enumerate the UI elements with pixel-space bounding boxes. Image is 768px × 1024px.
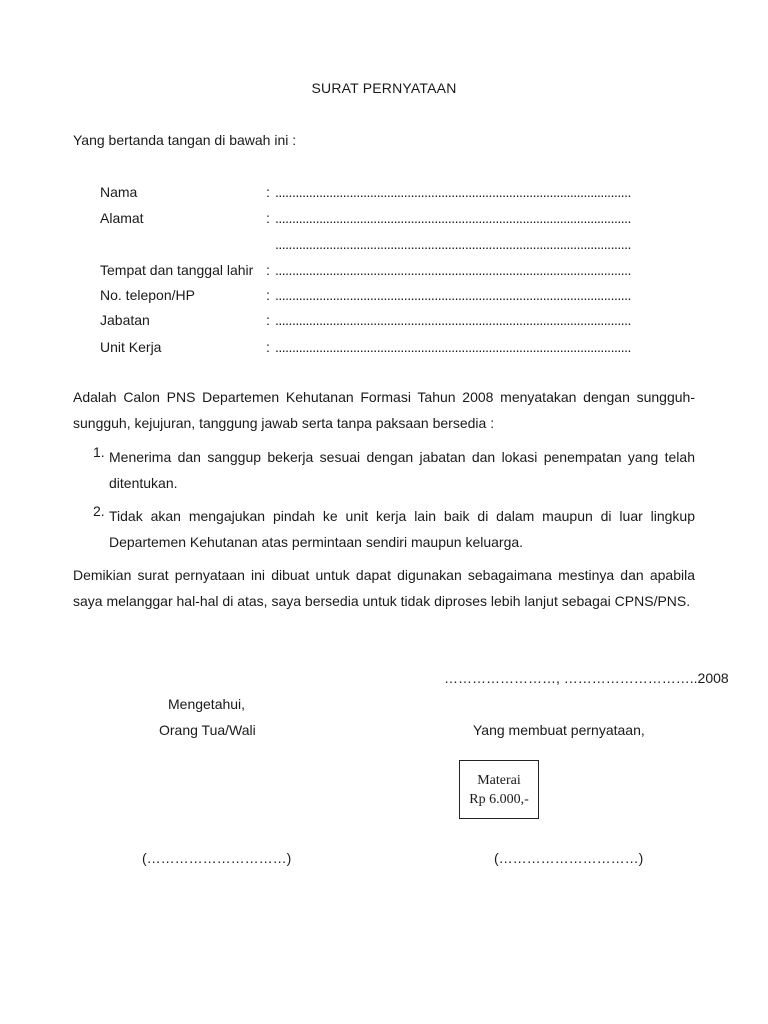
- field-colon: :: [266, 339, 270, 355]
- list-number: 1.: [93, 444, 105, 460]
- field-label-unit-kerja: Unit Kerja: [100, 339, 162, 355]
- field-label-alamat: Alamat: [100, 210, 144, 226]
- field-colon: :: [266, 287, 270, 303]
- field-blank-unit-kerja: .........................................................................................................: [275, 339, 631, 355]
- field-blank-telepon: .........................................................................................................: [275, 287, 631, 303]
- paragraph-line: sungguh, kejujuran, tanggung jawab serta tanpa paksaan bersedia :: [73, 415, 495, 431]
- list-number: 2.: [93, 503, 105, 519]
- field-blank-alamat: .........................................................................................................: [275, 210, 631, 226]
- list-item: [109, 503, 695, 555]
- field-colon: :: [266, 184, 270, 200]
- field-label-tempat-tanggal-lahir: Tempat dan tanggal lahir: [100, 262, 254, 278]
- closing-paragraph: [73, 562, 695, 614]
- left-signature-name: (…………………………): [142, 850, 292, 866]
- right-signature-name: (…………………………): [494, 850, 644, 866]
- list-item-line: Tidak akan mengajukan pindah ke unit kerja lain baik di dalam maupun di luar lingkup: [109, 508, 695, 524]
- field-colon: :: [266, 210, 270, 226]
- left-subheading: Orang Tua/Wali: [159, 722, 256, 738]
- statement-paragraph: [73, 384, 695, 436]
- materai-stamp-box: [459, 760, 539, 819]
- field-blank-tempat-tanggal-lahir: .........................................................................................................: [275, 262, 631, 278]
- field-blank-nama: .........................................................................................................: [275, 184, 631, 200]
- list-item-line: Departemen Kehutanan atas permintaan sendiri maupun keluarga.: [109, 534, 524, 550]
- field-colon: :: [266, 262, 270, 278]
- field-label-telepon: No. telepon/HP: [100, 287, 195, 303]
- paragraph-line: Adalah Calon PNS Departemen Kehutanan Formasi Tahun 2008 menyatakan dengan sungguh-: [73, 389, 695, 405]
- list-item-line: ditentukan.: [109, 475, 178, 491]
- field-label-jabatan: Jabatan: [100, 312, 150, 328]
- field-blank-jabatan: .........................................................................................................: [275, 312, 631, 328]
- intro-text: Yang bertanda tangan di bawah ini :: [73, 132, 297, 148]
- list-item-line: Menerima dan sanggup bekerja sesuai dengan jabatan dan lokasi penempatan yang telah: [109, 449, 695, 465]
- materai-amount: Rp 6.000,-: [469, 791, 529, 807]
- left-heading: Mengetahui,: [168, 696, 246, 712]
- field-blank-alamat-line2: .........................................................................................................: [275, 236, 631, 252]
- materai-label: Materai: [477, 772, 521, 788]
- document-title: SURAT PERNYATAAN: [311, 80, 457, 96]
- paragraph-line: saya melanggar hal-hal di atas, saya bersedia untuk tidak diproses lebih lanjut sebagai CPNS/PNS.: [73, 593, 691, 609]
- list-item: [109, 444, 695, 496]
- field-label-nama: Nama: [100, 184, 138, 200]
- place-date-line: ……………………, ………………………..2008: [444, 670, 729, 686]
- field-colon: :: [266, 312, 270, 328]
- right-heading: Yang membuat pernyataan,: [473, 722, 645, 738]
- paragraph-line: Demikian surat pernyataan ini dibuat untuk dapat digunakan sebagaimana mestinya dan apabila: [73, 567, 695, 583]
